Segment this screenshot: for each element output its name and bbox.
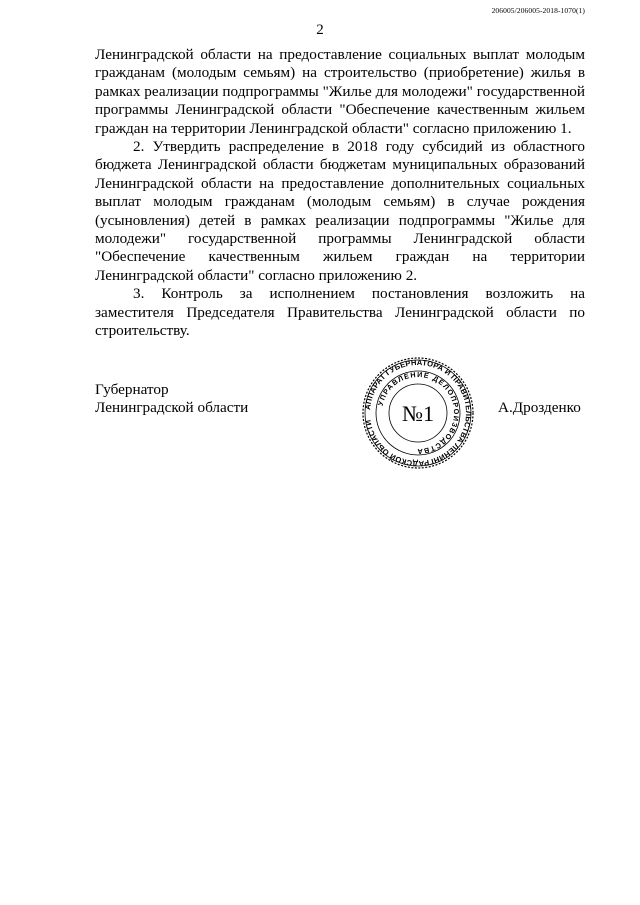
document-body (95, 46, 585, 341)
stamp-center-text: №1 (402, 401, 434, 426)
signatory-title-line-2: Ленинградской области (95, 399, 249, 417)
paragraph-2: 2. Утвердить распределение в 2018 году субсидий из областного бюджета Ленинградской области бюджетам муниципальных образований Ленинградской области на предоставление дополнительных социальных выплат молодым гражданам (молодым семьям) в случае рождения (усыновления) детей в рамках реализации подпрограммы "Жилье для молодежи" государственной программы Ленинградской области "Обеспечение качественным жильем граждан на территории Ленинградской области" согласно приложению 2. (95, 138, 585, 284)
document-id: 206005/206005-2018-1070(1) (491, 6, 585, 15)
signatory-title-line-1: Губернатор (95, 381, 169, 398)
stamp-inner-text: УПРАВЛЕНИЕ ДЕЛОПРОИЗВОДСТВА (375, 369, 462, 457)
stamp-outer-text: АППАРАТ ГУБЕРНАТОРА И ПРАВИТЕЛЬСТВА ЛЕНИНГРАДСКОЙ ОБЛАСТИ (363, 357, 474, 469)
signatory-name: А.Дрозденко (498, 399, 581, 416)
page-number: 2 (316, 22, 324, 38)
paragraph-3: 3. Контроль за исполнением постановления возложить на заместителя Председателя Правительства Ленинградской области по строительству. (95, 285, 585, 340)
seal-stamp-icon (361, 356, 475, 470)
paragraph-1-continuation: Ленинградской области на предоставление социальных выплат молодым гражданам (молодым семьям) на строительство (приобретение) жилья в рамках реализации подпрограммы "Жилье для молодежи" государственной программы Ленинградской области "Обеспечение качественным жильем граждан на территории Ленинградской области" согласно приложению 1. (95, 46, 585, 137)
signatory-title (95, 381, 248, 418)
